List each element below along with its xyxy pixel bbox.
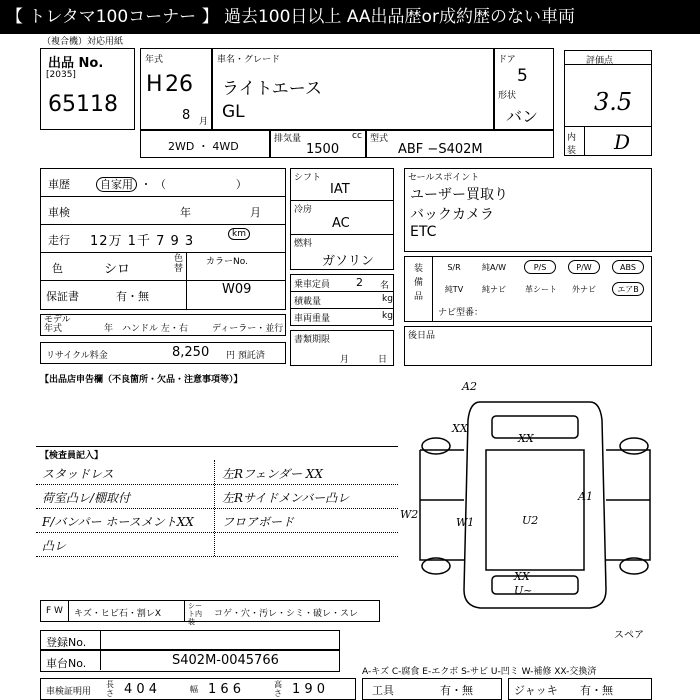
equip-tv: 純TV [444, 285, 464, 294]
ac-label: 冷房 [294, 205, 313, 215]
retro-box [404, 326, 652, 366]
shift-label: シフト [294, 173, 322, 183]
navi-model-label: ナビ型番： [438, 308, 484, 318]
recycle-value: 8,250 [172, 345, 210, 360]
note-r1: 左Rフェンダー XX [222, 467, 323, 481]
color-no-value: W09 [222, 282, 252, 297]
equip-ext-navi: 外ナビ [572, 285, 596, 294]
note-r2: 左Rサイドメンバー凸レ [222, 491, 350, 505]
windshield [492, 416, 578, 438]
name-label: 車名・グレード [217, 55, 281, 65]
retro-label: 後日品 [408, 331, 436, 341]
warranty-value: 有・無 [116, 290, 149, 303]
equip-pw: P/W [568, 260, 600, 274]
dealer-value: ディーラー・並行 [212, 324, 284, 334]
grade: GL [222, 102, 245, 122]
capacity-value: 2 [356, 276, 363, 289]
inspection-month: 月 [250, 206, 261, 219]
shift-value: IAT [330, 182, 350, 197]
color-value: シロ [104, 262, 131, 277]
score-value: 3.5 [594, 88, 633, 116]
handle-value: ハンドル 左・右 [122, 324, 188, 334]
page-header: 【 トレタマ100コーナー 】 過去100日以上 AA出品歴or成約歴のない車両 [0, 0, 700, 34]
displacement-value: 1500 [306, 142, 340, 157]
year-value: 26 [165, 72, 193, 97]
year-month: 8 [182, 108, 191, 123]
equip-airbag: エアB [612, 282, 644, 296]
chassis-value: S402M-0045766 [172, 653, 279, 668]
tools-value: 有・無 [440, 684, 473, 697]
model-code-label: 型式 [370, 134, 389, 144]
interior-value: D [614, 130, 631, 154]
seat-label: シート内装 [188, 602, 202, 626]
recycle-label: リサイクル料金 [46, 351, 108, 361]
door-value: 5 [517, 66, 528, 86]
mileage-label: 走行 [48, 234, 70, 247]
chassis-label: 車台No. [46, 657, 87, 670]
mark-xx1: XX [452, 422, 468, 435]
year-label: 年式 [145, 55, 164, 65]
sales-line-2: バックカメラ [410, 207, 494, 223]
history-label: 車歴 [48, 178, 70, 191]
drive-value: 2WD ・ 4WD [168, 140, 239, 153]
shape-value: バン [506, 107, 539, 126]
tools-label: 工具 [372, 684, 394, 697]
model-year-label: モデル年式 [44, 315, 71, 334]
load-label: 積載量 [294, 297, 322, 307]
note-4: 凸レ [42, 539, 67, 553]
mark-u: U~ [514, 584, 533, 597]
mileage-unit: km [228, 228, 250, 240]
sales-line-3: ETC [410, 224, 437, 240]
equip-aw: 純A/W [481, 263, 507, 272]
color-no-label: カラーNo. [206, 257, 248, 267]
history-value: 自家用 [96, 177, 137, 192]
cc-unit: cc [352, 131, 362, 141]
year-era: H [146, 72, 163, 97]
fw-label: F W [46, 606, 63, 616]
equip-leather: 革シート [525, 285, 557, 294]
equip-abs: ABS [612, 260, 644, 274]
height-value: 1 9 0 [292, 682, 326, 697]
length-label: 長さ [106, 680, 114, 698]
docs-month: 月 [340, 355, 350, 365]
capacity-label: 乗車定員 [294, 280, 331, 290]
interior-label: 内装 [567, 133, 577, 156]
displacement-label: 排気量 [274, 134, 302, 144]
month-unit: 月 [199, 117, 209, 127]
mark-xx3: XX [514, 570, 530, 583]
cert-label: 車検証明用 [46, 687, 92, 697]
weight-unit: kg [382, 311, 393, 321]
docs-label: 書類期限 [294, 335, 331, 345]
remarks-title: 【出品店申告欄（不良箇所・欠品・注意事項等）】 [40, 375, 243, 385]
side-panels [420, 450, 650, 560]
recycle-unit: 円 預託済 [226, 351, 265, 361]
inspection-label: 車検 [48, 206, 70, 219]
model-year-unit: 年 [104, 324, 114, 334]
jack-value: 有・無 [580, 684, 613, 697]
front-left-wheel [422, 438, 450, 454]
seat-value: コゲ・穴・汚レ・シミ・破レ・スレ [214, 609, 359, 619]
mileage-value: 12万 1千 7 9 3 [90, 234, 195, 249]
height-label: 高さ [274, 680, 282, 698]
equip-sr: S/R [447, 263, 461, 272]
equip-navi: 純ナビ [482, 285, 506, 294]
reg-label: 登録No. [46, 636, 87, 649]
warranty-label: 保証書 [46, 290, 79, 303]
mark-xx2: XX [518, 432, 534, 445]
front-right-wheel [620, 438, 648, 454]
equip-label: 装備品 [414, 264, 424, 302]
fuel-value: ガソリン [322, 254, 375, 269]
note-1: スタッドレス [42, 467, 114, 481]
ac-value: AC [332, 216, 350, 231]
docs-day: 日 [378, 355, 388, 365]
sales-label: セールスポイント [408, 173, 480, 183]
length-value: 4 0 4 [124, 682, 158, 697]
mark-w1: W1 [456, 516, 475, 529]
mark-w2: W2 [400, 508, 419, 521]
lot-label: 出品 No. [48, 56, 104, 71]
mark-u2: U2 [522, 514, 539, 527]
rear-window [492, 576, 578, 594]
note-2: 荷室凸レ/棚取付 [42, 491, 131, 505]
door-label: ドア [498, 55, 516, 65]
sales-line-1: ユーザー買取り [410, 187, 508, 203]
note-3: F/バンパー ホースメントXX [42, 515, 194, 529]
score-label: 評価点 [586, 56, 614, 66]
car-damage-diagram [400, 380, 656, 640]
model-code-value: ABF −S402M [398, 142, 483, 157]
load-unit: kg [382, 294, 393, 304]
model-name: ライトエース [222, 79, 322, 99]
capacity-unit: 名 [380, 281, 390, 291]
damage-legend: A-キズ C-腐食 E-エクボ S-サビ U-凹ミ W-補修 XX-交換済 [362, 667, 597, 677]
width-value: 1 6 6 [208, 682, 242, 697]
weight-label: 車両重量 [294, 314, 331, 324]
fw-value: キズ・ヒビ石・割レX [74, 609, 161, 619]
equip-ps: P/S [524, 260, 556, 274]
lot-number: 65118 [48, 92, 118, 117]
mark-a1: A1 [578, 490, 593, 503]
fuel-label: 燃料 [294, 239, 313, 249]
mark-a2: A2 [462, 380, 477, 393]
lot-sub: [2035] [46, 70, 76, 80]
inspection-year: 年 [180, 206, 191, 219]
width-label: 幅 [190, 685, 198, 694]
color-label: 色 [52, 262, 63, 275]
roof [486, 450, 584, 570]
jack-label: ジャッキ [514, 684, 558, 697]
color-change-label: 色替 [174, 254, 184, 274]
inspector-title: 【検査員記入】 [40, 451, 104, 461]
spare-label: スペア [614, 630, 644, 640]
form-type-label: （複合機）対応用紙 [42, 37, 124, 47]
shape-label: 形状 [498, 91, 517, 101]
note-r3: フロアボード [222, 515, 295, 529]
